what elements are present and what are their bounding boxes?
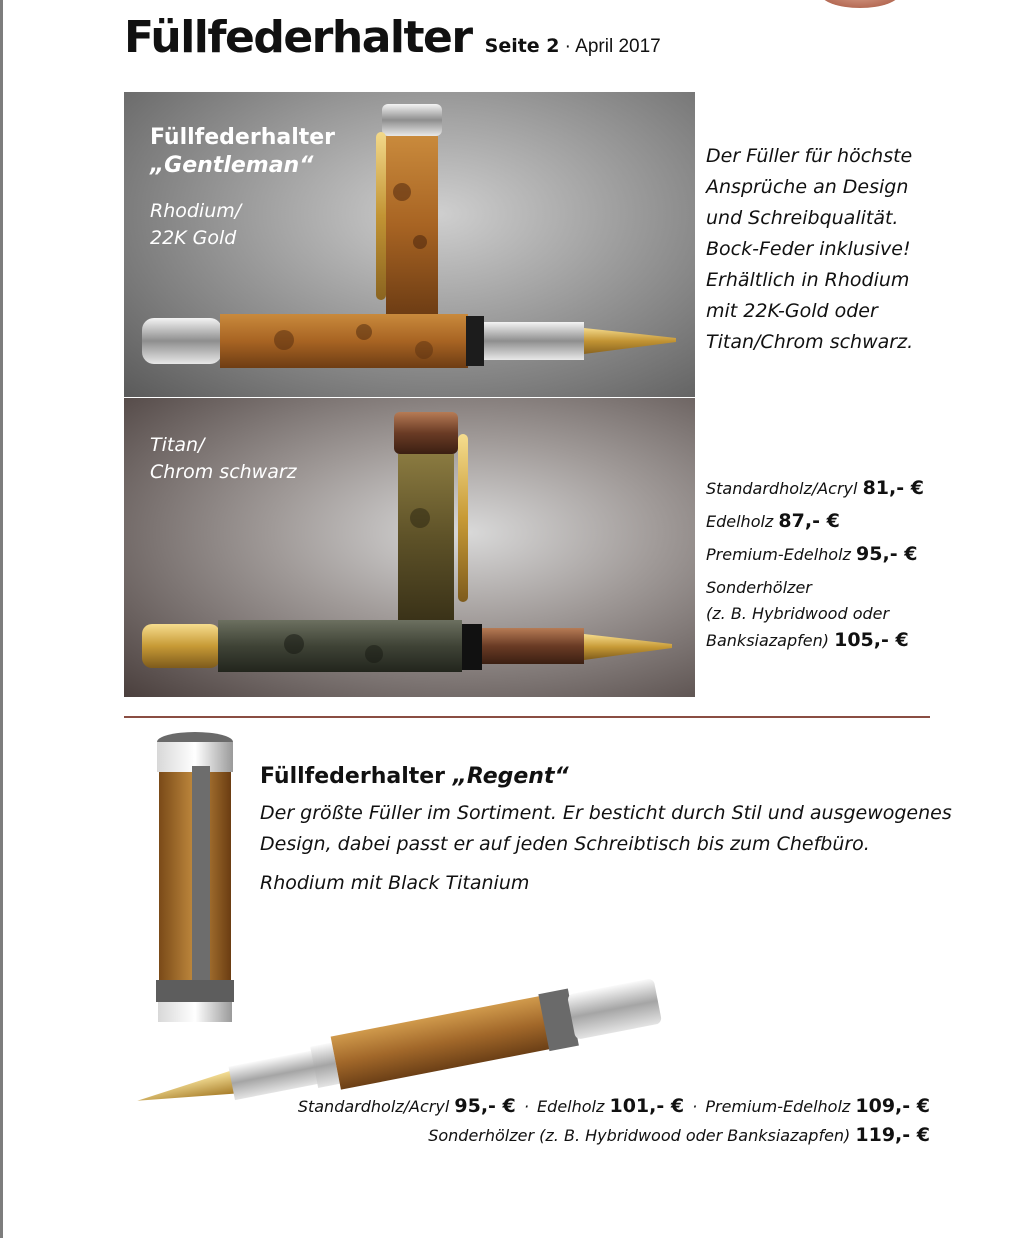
regent-price-row-1 [298, 1092, 930, 1121]
corner-badge [820, 0, 900, 8]
price-row-sonderhoelzer [706, 575, 1006, 654]
description-line: mit 22K-Gold oder [706, 300, 878, 322]
regent-section [260, 760, 960, 899]
gentleman-label-title: Füllfederhalter [150, 125, 336, 150]
finish-rhodium-line1: Rhodium/ [150, 200, 242, 222]
price-amount: 95,- € [454, 1095, 516, 1117]
price-label: Edelholz [537, 1097, 605, 1116]
page-header [124, 12, 661, 63]
titan-label [150, 432, 297, 486]
gentleman-description [706, 141, 1006, 358]
price-separator: · [692, 1097, 698, 1116]
price-amount: 81,- € [862, 477, 924, 499]
price-label: Edelholz [706, 512, 774, 531]
price-label-note: (z. B. Hybridwood oder [706, 604, 890, 623]
price-amount: 109,- € [855, 1095, 930, 1117]
gentleman-titan-photo [124, 398, 695, 697]
description-line: Ansprüche an Design [706, 176, 909, 198]
page-title: Füllfederhalter [124, 12, 472, 63]
price-row-premium [706, 538, 1006, 571]
description-line: Der Füller für höchste [706, 145, 913, 167]
gentleman-label [150, 124, 335, 252]
price-amount: 87,- € [778, 510, 840, 532]
description-line: Bock-Feder inklusive! [706, 238, 911, 260]
regent-title-prefix: Füllfederhalter [260, 764, 446, 789]
finish-titan-line1: Titan/ [150, 434, 205, 456]
price-row-standard [706, 472, 1006, 505]
page-number: Seite 2 [484, 35, 560, 57]
issue-date: · April 2017 [564, 36, 661, 57]
gentleman-rhodium-photo [124, 92, 695, 397]
page-edge-rule [0, 0, 3, 1238]
price-label-note: Banksiazapfen) [706, 631, 829, 650]
price-amount: 101,- € [609, 1095, 685, 1117]
regent-price-row-2 [298, 1121, 930, 1150]
price-separator: · [523, 1097, 529, 1116]
regent-title-name: „Regent“ [452, 764, 569, 789]
price-amount: 119,- € [855, 1124, 930, 1146]
price-amount: 105,- € [834, 629, 909, 651]
regent-description [260, 798, 960, 860]
price-row-edelholz [706, 505, 1006, 538]
finish-titan-line2: Chrom schwarz [150, 461, 297, 483]
regent-description-line: Design, dabei passt er auf jeden Schreibtisch bis zum Chefbüro. [260, 833, 870, 855]
price-label: Standardholz/Acryl [297, 1097, 450, 1116]
regent-title [260, 760, 960, 794]
price-label: Premium-Edelholz [705, 1097, 851, 1116]
price-label: Standardholz/Acryl [706, 479, 858, 498]
regent-material: Rhodium mit Black Titanium [260, 872, 530, 894]
price-label: Premium-Edelholz [706, 545, 851, 564]
price-label: Sonderhölzer (z. B. Hybridwood oder Banksiazapfen) [428, 1126, 851, 1145]
section-divider [124, 716, 930, 718]
finish-rhodium-line2: 22K Gold [150, 227, 237, 249]
description-line: und Schreibqualität. [706, 207, 899, 229]
price-amount: 95,- € [856, 543, 918, 565]
description-line: Titan/Chrom schwarz. [706, 331, 914, 353]
price-label: Sonderhölzer [706, 578, 812, 597]
description-line: Erhältlich in Rhodium [706, 269, 910, 291]
regent-description-line: Der größte Füller im Sortiment. Er besticht durch Stil und ausgewogenes [260, 802, 952, 824]
gentleman-price-list [706, 472, 1006, 654]
regent-price-list [298, 1092, 930, 1150]
gentleman-label-name: „Gentleman“ [150, 153, 314, 178]
